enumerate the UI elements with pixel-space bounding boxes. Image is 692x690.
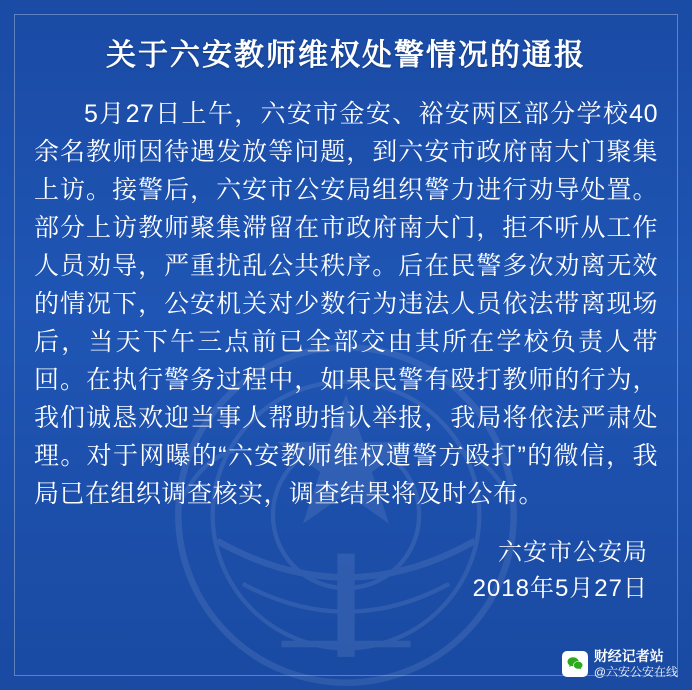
credit-account-handle: @六安公安在线 (593, 665, 678, 679)
wechat-icon (562, 651, 588, 677)
notice-body: 5月27日上午，六安市金安、裕安两区部分学校40余名教师因待遇发放等问题，到六安市政府南大门聚集上访。接警后，六安市公安局组织警力进行劝导处置。部分上访教师聚集滞留在市政府南大门，拒不听从工作人员劝导，严重扰乱公共秩序。后在民警多次劝离无效的情况下，公安机关对少数行为违法人员依法带离现场后，当天下午三点前已全部交由其所在学校负责人带回。在执行警务过程中，如果民警有殴打教师的行为，我们诚恳欢迎当事人帮助指认举报，我局将依法严肃处理。对于网曝的“六安教师维权遭警方殴打”的微信，我局已在组织调查核实，调查结果将及时公布。 (34, 100, 658, 508)
credit-account-name: 财经记者站 (593, 647, 664, 664)
signature-organization: 六安市公安局 (498, 539, 648, 566)
signature-date: 2018年5月27日 (472, 575, 648, 602)
signature-block (0, 535, 692, 607)
footer-credit (562, 648, 678, 681)
credit-text (594, 648, 678, 681)
page-title: 关于六安教师维权处警情况的通报 (106, 39, 586, 72)
